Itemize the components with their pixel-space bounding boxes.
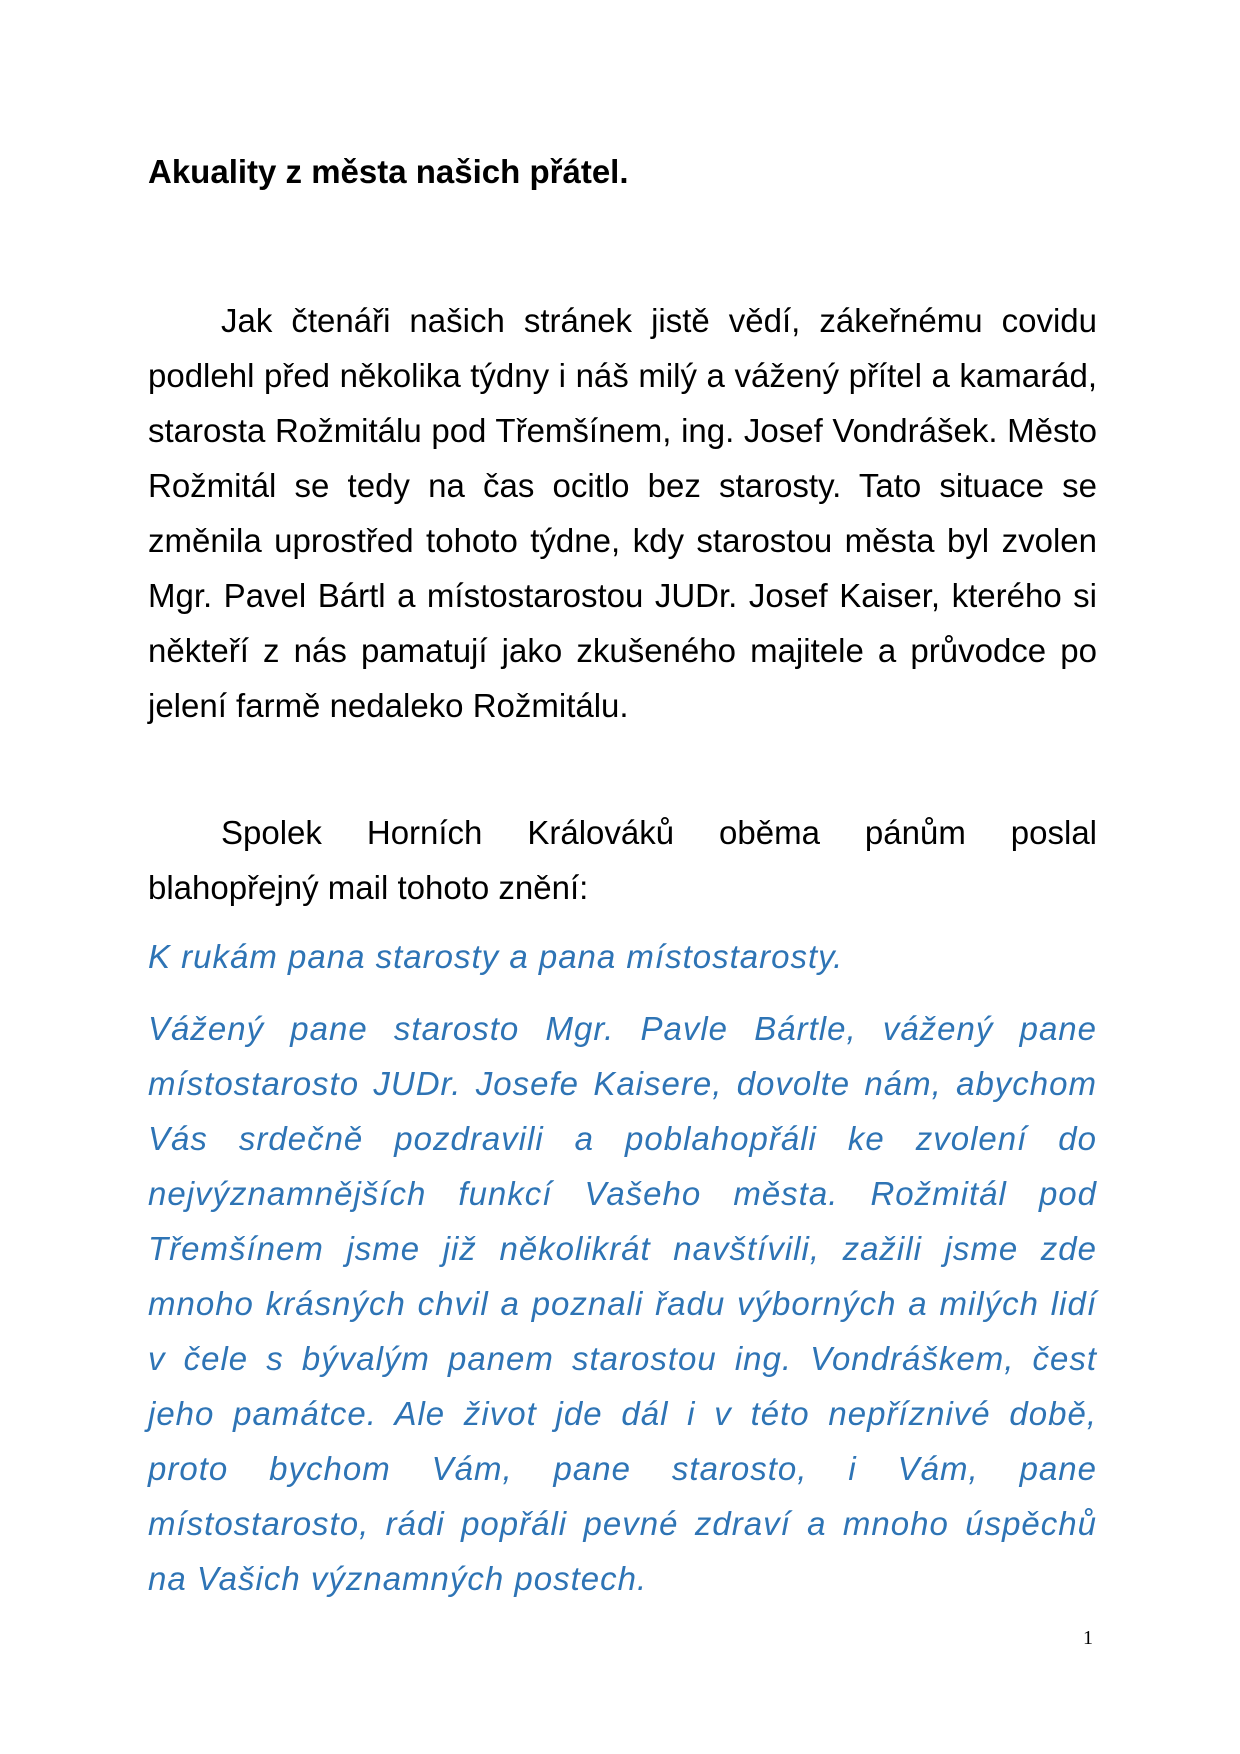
document-title: Akuality z města našich přátel. [148,153,629,190]
page-number: 1 [1083,1627,1093,1649]
paragraph-intro: Jak čtenáři našich stránek jistě vědí, zákeřnému covidu podlehl před několika týdny i náš milý a vážený přítel a kamarád, starosta Rožmitálu pod Třemšínem, ing. Josef Vondrášek. Město Rožmitál se tedy na čas ocitlo bez starosty. Tato situace se změnila uprostřed tohoto týdne, kdy starostou města byl zvolen Mgr. Pavel Bártl a místostarostou JUDr. Josef Kaiser, kterého si někteří z nás pamatují jako zkušeného majitele a průvodce po jelení farmě nedaleko Rožmitálu. [148,302,1097,724]
letter-body: Vážený pane starosto Mgr. Pavle Bártle, vážený pane místostarosto JUDr. Josefe Kaisere, dovolte nám, abychom Vás srdečně pozdravili a poblahopřáli ke zvolení do nejvýznamnějších funkcí Vašeho města. Rožmitál pod Třemšínem jsme již několikrát navštívili, zažili jsme zde mnoho krásných chvil a poznali řadu výborných a milých lidí v čele s bývalým panem starostou ing. Vondráškem, čest jeho památce. Ale život jde dál i v této nepříznivé době, proto bychom Vám, pane starosto, i Vám, pane místostarosto, rádi popřáli pevné zdraví a mnoho úspěchů na Vašich významných postech. [148,1010,1097,1597]
letter-salutation: K rukám pana starosty a pana místostarosty. [148,938,844,975]
paragraph-congratulation-note: Spolek Horních Králováků oběma pánům poslal blahopřejný mail tohoto znění: [148,814,1097,906]
